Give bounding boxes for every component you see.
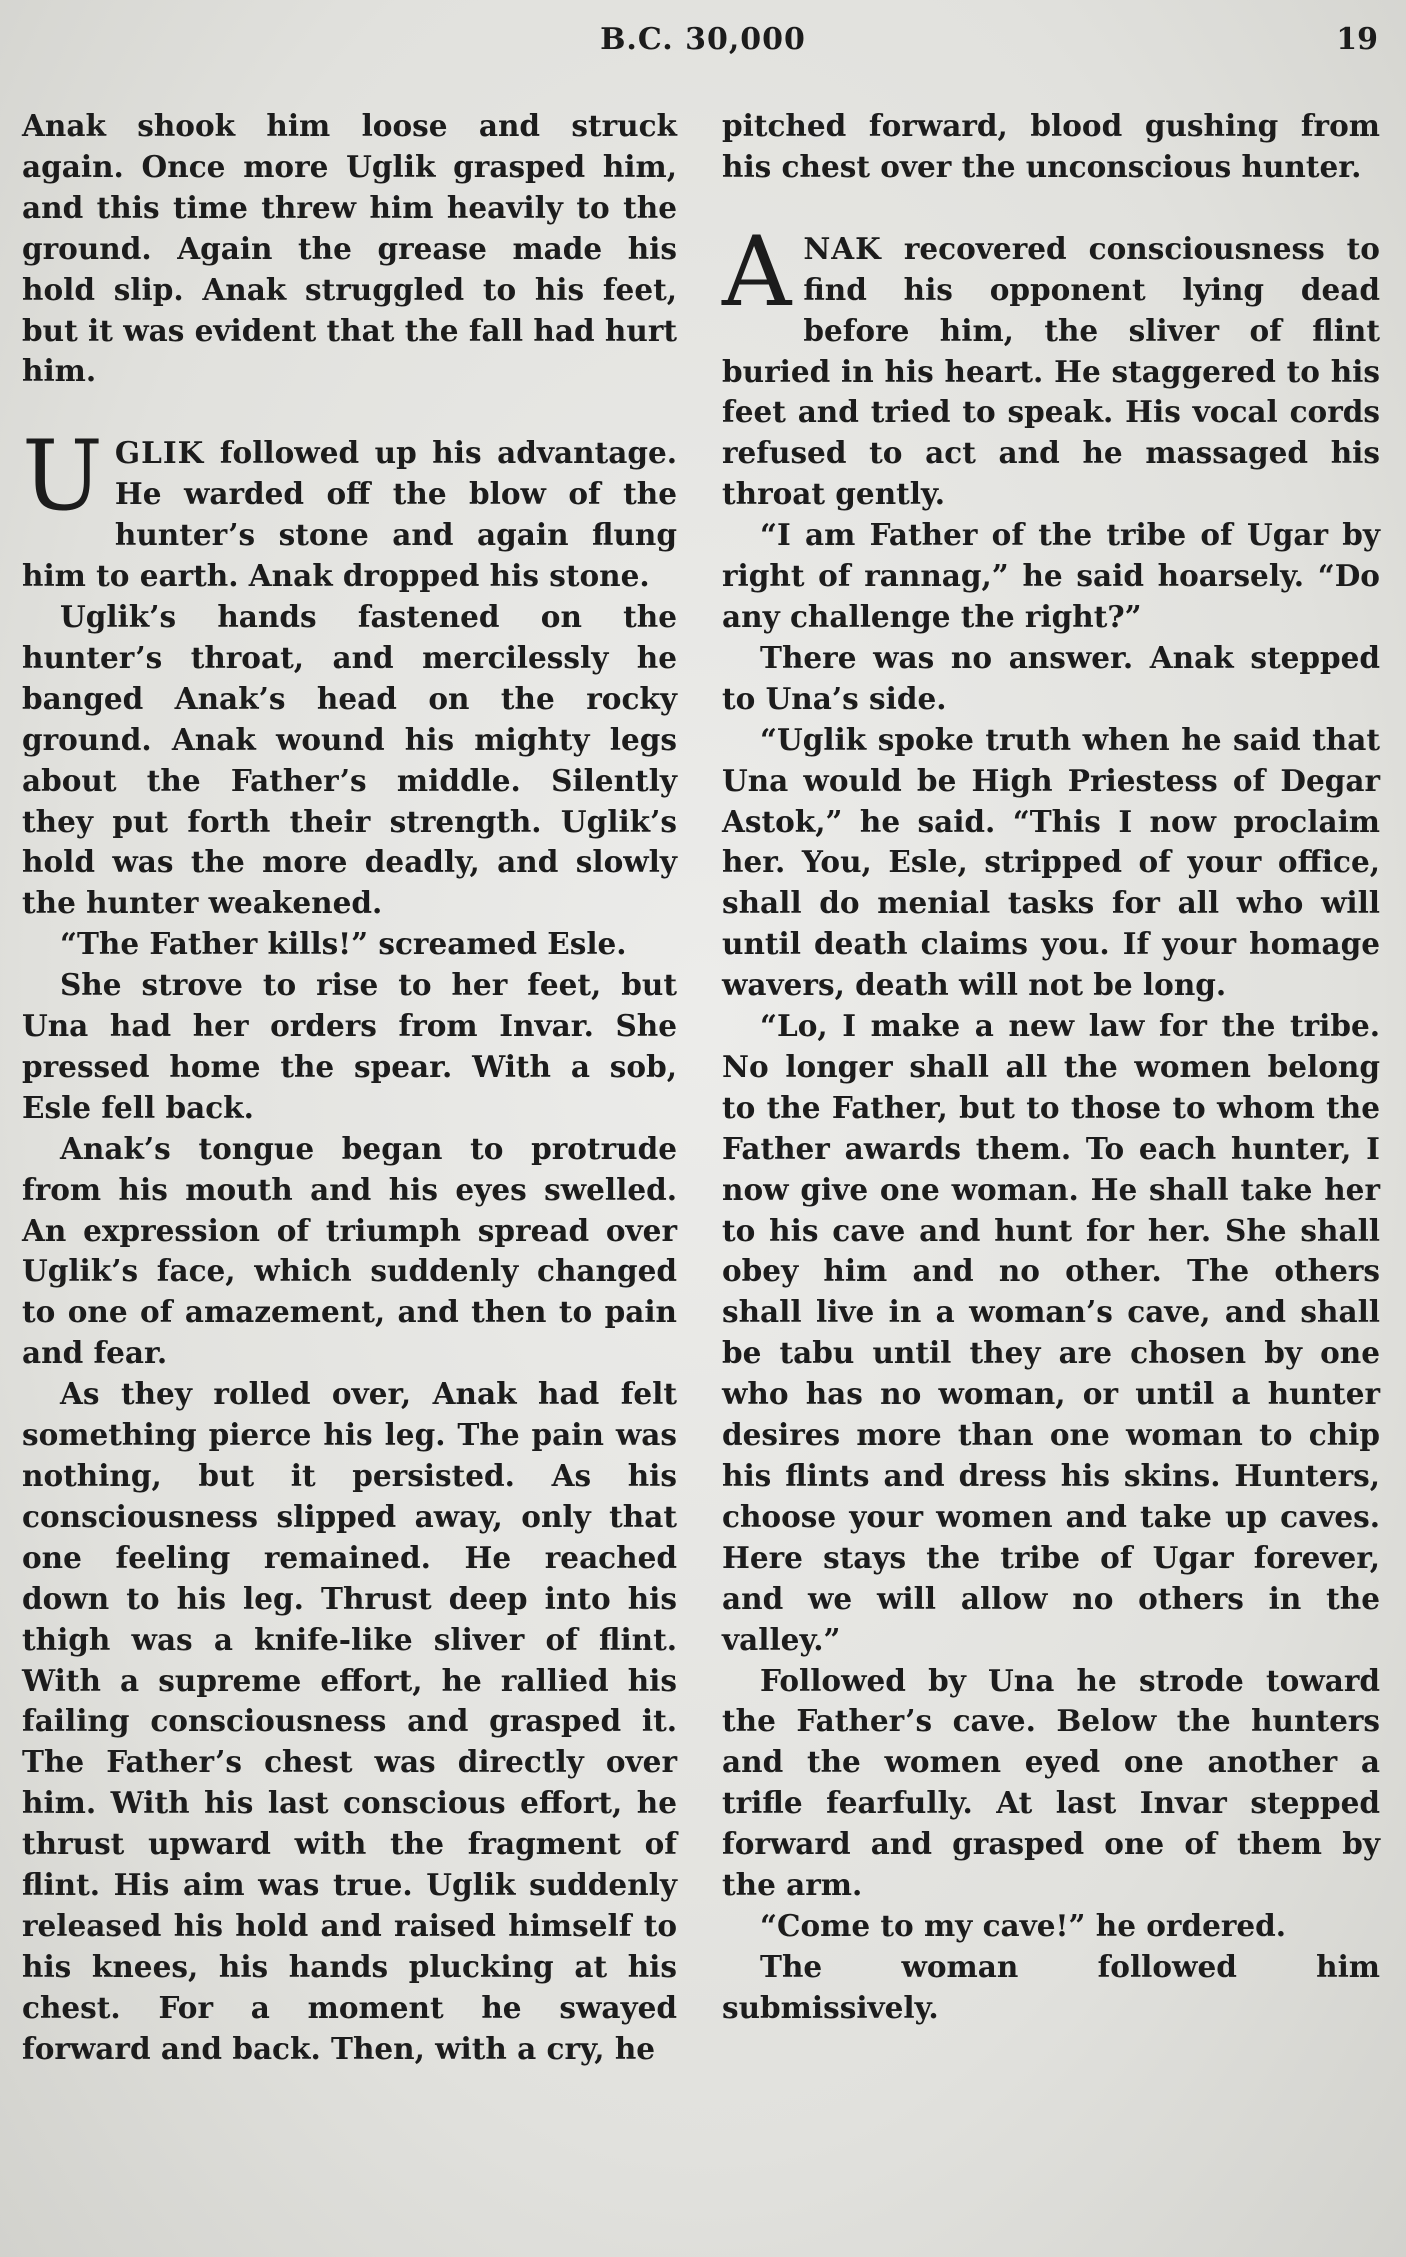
running-head: B.C. 30,000 <box>600 22 806 57</box>
paragraph: “Lo, I make a new law for the tribe. No longer shall all the women belong to the Father, but to those to whom the Father awards them. To each hunter, I now give one woman. He shall take her to his cave and hunt for her. She shall obey him and no other. The others shall live in a woman’s cave, and shall be tabu until they are chosen by one who has no woman, or until a hunter desires more than one woman to chip his flints and dress his skins. Hunters, choose your women and take up caves. Here stays the tribe of Ugar forever, and we will allow no others in the valley.” <box>722 1008 1380 1657</box>
small-caps-lead: NAK <box>803 230 882 266</box>
paragraph: Followed by Una he strode toward the Father’s cave. Below the hunters and the women eyed one another a trifle fearfully. At last Invar stepped forward and grasped one of them by the arm. <box>722 1662 1380 1903</box>
paragraph-text: recovered consciousness to find his opponent lying dead before him, the sliver of flint buried in his heart. He staggered to his feet and tried to speak. His vocal cords refused to act and he massaged his throat gently. <box>722 230 1380 512</box>
paragraph: She strove to rise to her feet, but Una had her orders from Invar. She pressed home the spear. With a sob, Esle fell back. <box>22 967 677 1125</box>
paragraph: There was no answer. Anak stepped to Una’s side. <box>722 639 1380 716</box>
section-paragraph <box>22 420 677 597</box>
small-caps-lead: GLIK <box>114 435 205 471</box>
paragraph: Uglik’s hands fastened on the hunter’s throat, and mercilessly he banged Anak’s head on the rocky ground. Anak wound his mighty legs about the Father’s middle. Silently they put forth their strength. Uglik’s hold was the more deadly, and slowly the hunter weakened. <box>22 598 677 921</box>
paragraph-text: followed up his advantage. He warded off the blow of the hunter’s stone and again flung him to earth. Anak dropped his stone. <box>22 435 677 594</box>
paragraph: “I am Father of the tribe of Ugar by right of rannag,” he said hoarsely. “Do any challenge the right?” <box>722 517 1380 634</box>
paragraph: “The Father kills!” screamed Esle. <box>60 926 627 962</box>
paragraph: Anak shook him loose and struck again. Once more Uglik grasped him, and this time threw him heavily to the ground. Again the grease made his hold slip. Anak struggled to his feet, but it was evident that the fall had hurt him. <box>22 108 677 389</box>
page-header <box>0 22 1406 72</box>
drop-cap: A <box>722 215 792 328</box>
right-column <box>722 106 1380 2029</box>
paragraph: pitched forward, blood gushing from his chest over the unconscious hunter. <box>722 108 1380 184</box>
left-column <box>22 106 677 2070</box>
paragraph: The woman followed him submissively. <box>722 1948 1380 2025</box>
paragraph: As they rolled over, Anak had felt something pierce his leg. The pain was nothing, but it persisted. As his consciousness slipped away, only that one feeling remained. He reached down to his leg. Thrust deep into his thigh was a knife-like sliver of flint. With a supreme effort, he rallied his failing consciousness and grasped it. The Father’s chest was directly over him. With his last conscious effort, he thrust upward with the fragment of flint. His aim was true. Uglik suddenly released his hold and raised himself to his knees, his hands plucking at his chest. For a moment he swayed forward and back. Then, with a cry, he <box>22 1376 677 2066</box>
paragraph: Anak’s tongue began to protrude from his mouth and his eyes swelled. An expression of triumph spread over Uglik’s face, which suddenly changed to one of amazement, and then to pain and fear. <box>22 1130 677 1371</box>
paragraph: “Uglik spoke truth when he said that Una would be High Priestess of Degar Astok,” he said. “This I now proclaim her. You, Esle, stripped of your office, shall do menial tasks for all who will until death claims you. If your homage wavers, death will not be long. <box>722 721 1380 1003</box>
paragraph: “Come to my cave!” he ordered. <box>760 1907 1287 1943</box>
drop-cap: U <box>22 420 103 533</box>
section-paragraph <box>722 215 1380 515</box>
page-number: 19 <box>1336 22 1378 57</box>
